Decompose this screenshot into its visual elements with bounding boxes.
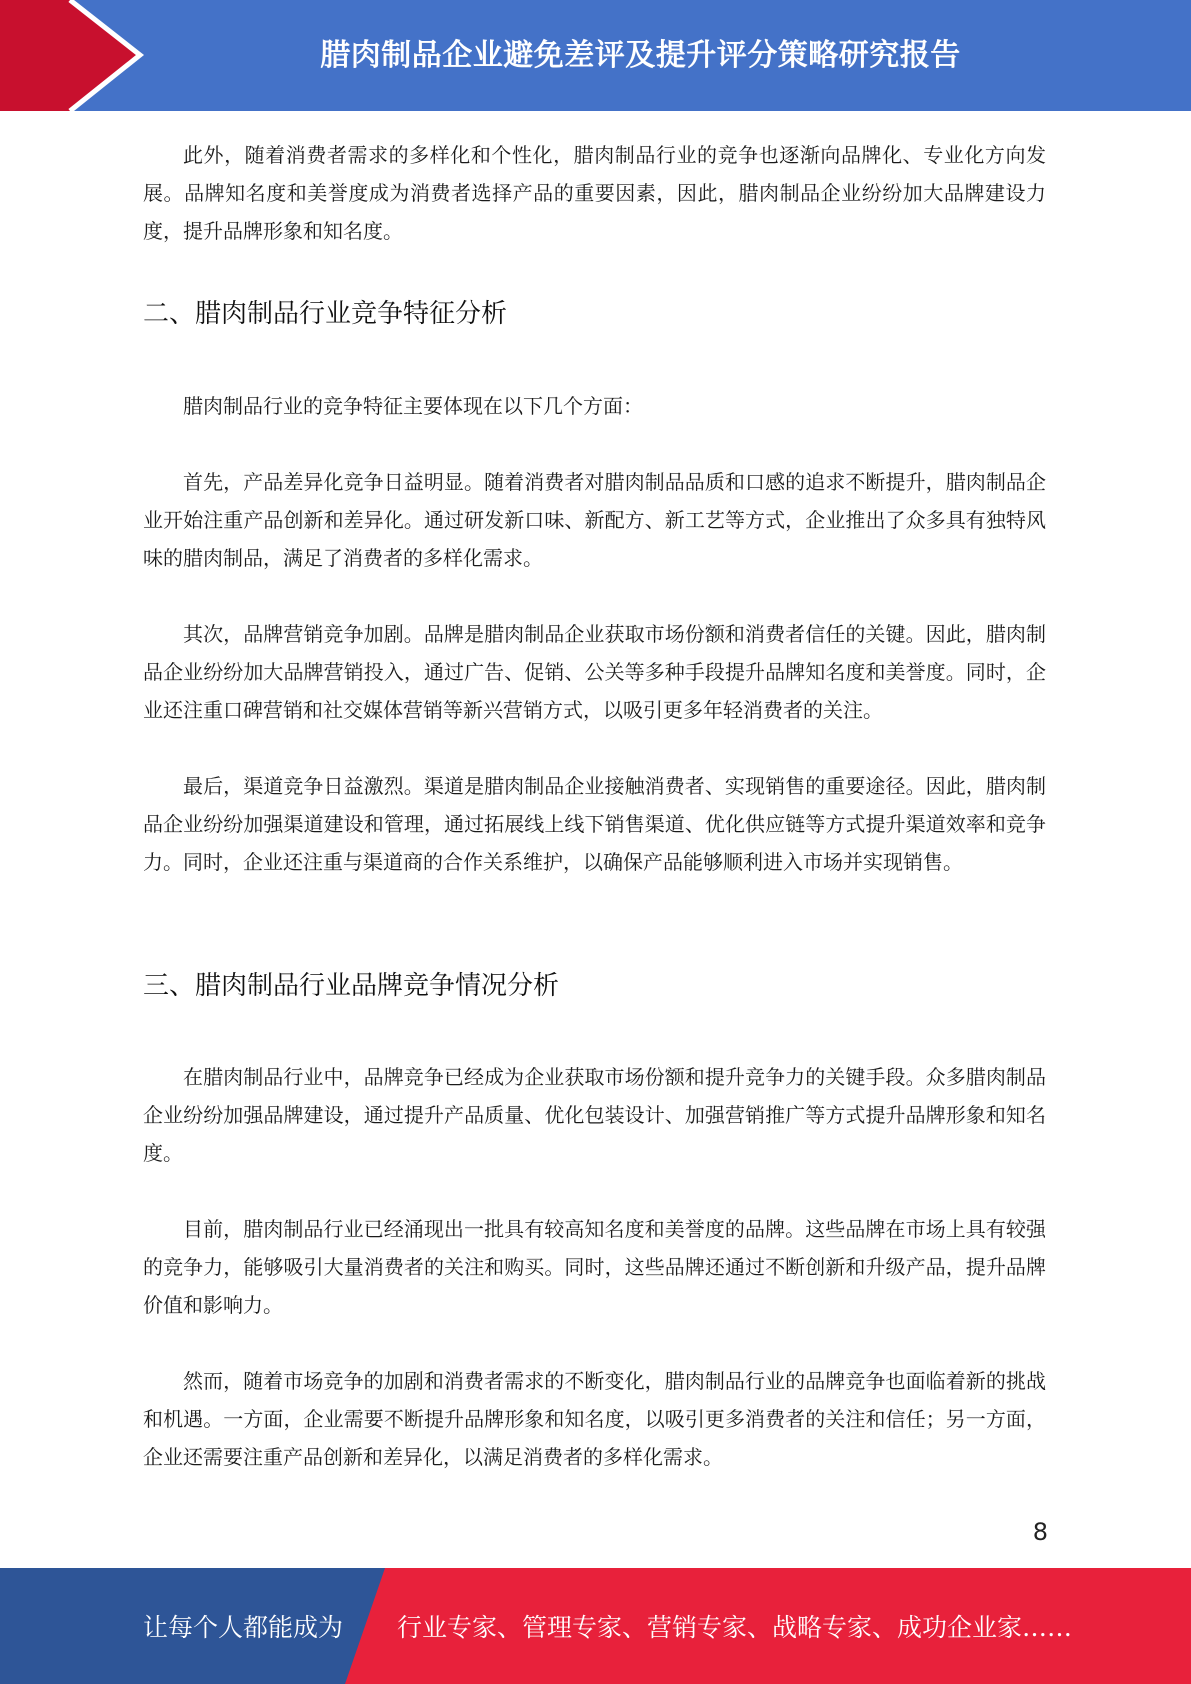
section2-paragraph-1: 腊肉制品行业的竞争特征主要体现在以下几个方面：: [183, 394, 643, 418]
footer-slogan-right: 行业专家、管理专家、营销专家、战略专家、成功企业家……: [397, 1613, 1073, 1642]
page-number: 8: [1032, 1518, 1048, 1546]
intro-paragraph: 此外，随着消费者需求的多样化和个性化，腊肉制品行业的竞争也逐渐向品牌化、专业化方向发展。品牌知名度和美誉度成为消费者选择产品的重要因素，因此，腊肉制品企业纷纷加大品牌建设力度，提升品牌形象和知名度。: [143, 143, 1046, 243]
section-heading-3: 三、腊肉制品行业品牌竞争情况分析: [143, 971, 560, 1001]
section2-paragraph-2: 首先，产品差异化竞争日益明显。随着消费者对腊肉制品品质和口感的追求不断提升，腊肉制品企业开始注重产品创新和差异化。通过研发新口味、新配方、新工艺等方式，企业推出了众多具有独特风味的腊肉制品，满足了消费者的多样化需求。: [143, 470, 1046, 570]
report-title: 腊肉制品企业避免差评及提升评分策略研究报告: [320, 37, 961, 73]
section2-paragraph-4: 最后，渠道竞争日益激烈。渠道是腊肉制品企业接触消费者、实现销售的重要途径。因此，腊肉制品企业纷纷加强渠道建设和管理，通过拓展线上线下销售渠道、优化供应链等方式提升渠道效率和竞争力。同时，企业还注重与渠道商的合作关系维护，以确保产品能够顺利进入市场并实现销售。: [143, 774, 1046, 874]
footer-slogan-left: 让每个人都能成为: [143, 1613, 344, 1642]
section-heading-2: 二、腊肉制品行业竞争特征分析: [143, 299, 508, 329]
page-footer: [0, 1568, 1191, 1684]
section3-paragraph-2: 目前，腊肉制品行业已经涌现出一批具有较高知名度和美誉度的品牌。这些品牌在市场上具有较强的竞争力，能够吸引大量消费者的关注和购买。同时，这些品牌还通过不断创新和升级产品，提升品牌价值和影响力。: [143, 1217, 1046, 1317]
section3-paragraph-1: 在腊肉制品行业中，品牌竞争已经成为企业获取市场份额和提升竞争力的关键手段。众多腊肉制品企业纷纷加强品牌建设，通过提升产品质量、优化包装设计、加强营销推广等方式提升品牌形象和知名度。: [143, 1065, 1046, 1165]
section2-paragraph-3: 其次，品牌营销竞争加剧。品牌是腊肉制品企业获取市场份额和消费者信任的关键。因此，腊肉制品企业纷纷加大品牌营销投入，通过广告、促销、公关等多种手段提升品牌知名度和美誉度。同时，企业还注重口碑营销和社交媒体营销等新兴营销方式，以吸引更多年轻消费者的关注。: [143, 622, 1046, 722]
page-header: [0, 0, 1191, 111]
section3-paragraph-3: 然而，随着市场竞争的加剧和消费者需求的不断变化，腊肉制品行业的品牌竞争也面临着新的挑战和机遇。一方面，企业需要不断提升品牌形象和知名度，以吸引更多消费者的关注和信任；另一方面，企业还需要注重产品创新和差异化，以满足消费者的多样化需求。: [143, 1369, 1046, 1469]
